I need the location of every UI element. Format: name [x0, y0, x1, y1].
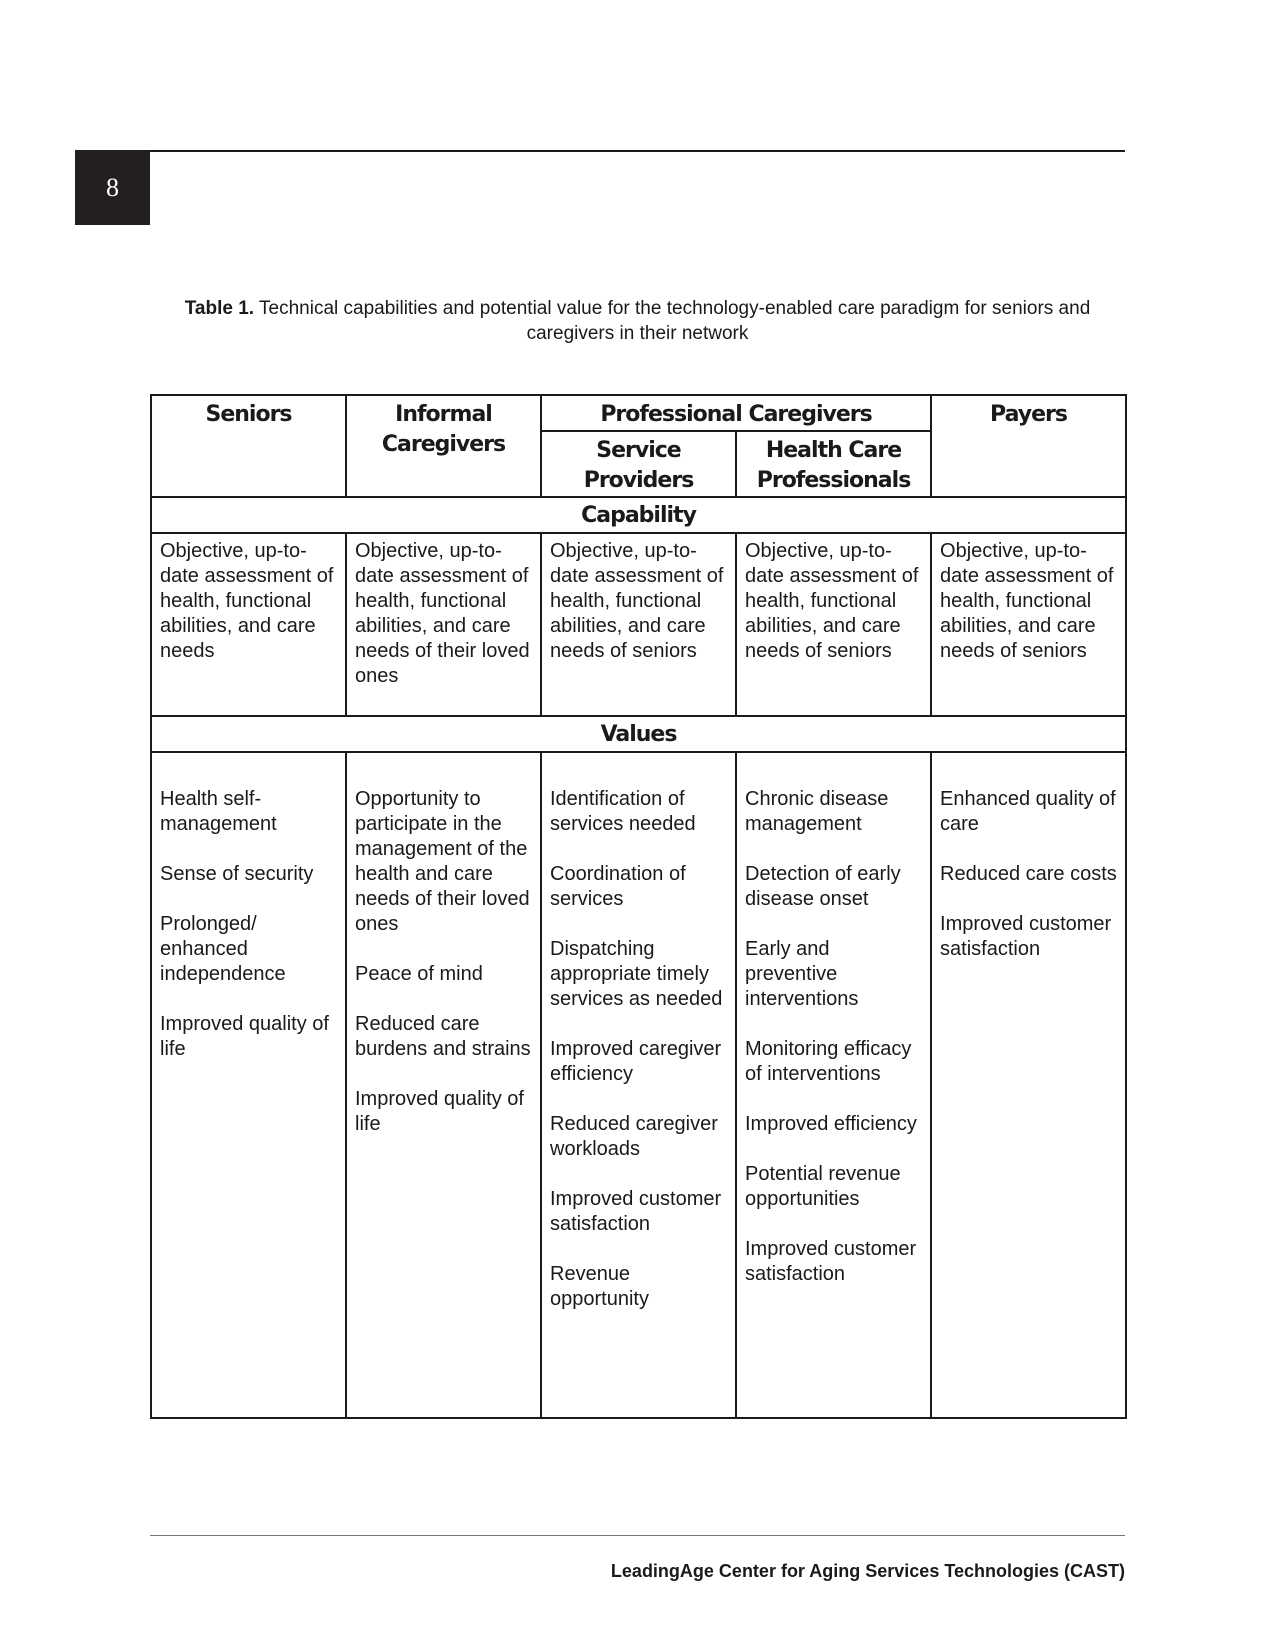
capability-cell: Objective, up-to-date assessment of health, functional abilities, and care needs of seniors [931, 533, 1126, 716]
value-item: Potential revenue opportunities [745, 1163, 901, 1210]
values-cell-seniors [151, 752, 346, 1418]
value-item: Peace of mind [355, 963, 483, 985]
header-payers [931, 395, 1126, 497]
bottom-rule [150, 1535, 1125, 1536]
value-item: Revenue opportunity [550, 1263, 649, 1310]
value-item: Improved quality of life [355, 1088, 524, 1135]
section-capability-text: Capability [581, 502, 696, 528]
section-values-text: Values [600, 721, 677, 747]
value-item: Enhanced quality of care [940, 788, 1116, 835]
value-item: Improved efficiency [745, 1113, 917, 1135]
header-health-care-professionals [736, 431, 931, 497]
section-values [151, 716, 1126, 752]
header-informal-caregivers-text: Informal Caregivers [381, 402, 506, 457]
values-cell-payers [931, 752, 1126, 1418]
capabilities-table [150, 394, 1127, 1419]
value-item: Coordination of services [550, 863, 686, 910]
value-item: Identification of services needed [550, 788, 696, 835]
value-item: Improved caregiver efficiency [550, 1038, 722, 1085]
header-professional-caregivers [541, 395, 931, 431]
value-item: Reduced care costs [940, 863, 1117, 885]
header-health-care-professionals-text: Health Care Professionals [756, 438, 911, 493]
value-item: Prolonged/ enhanced independence [160, 913, 286, 985]
caption-label: Table 1. [184, 298, 255, 319]
values-cell-informal [346, 752, 541, 1418]
value-item: Early and preventive interventions [745, 938, 859, 1010]
value-item: Opportunity to participate in the management of the health and care needs of their loved ones [355, 788, 530, 935]
value-item: Improved customer satisfaction [745, 1238, 917, 1285]
page-footer: LeadingAge Center for Aging Services Technologies (CAST) [610, 1561, 1125, 1581]
value-item: Improved customer satisfaction [550, 1188, 722, 1235]
header-seniors-text: Seniors [205, 402, 292, 427]
value-item: Reduced caregiver workloads [550, 1113, 718, 1160]
value-item: Health self-management [160, 788, 277, 835]
header-informal-caregivers [346, 395, 541, 497]
section-capability [151, 497, 1126, 533]
header-seniors [151, 395, 346, 497]
value-item: Detection of early disease onset [745, 863, 901, 910]
value-item: Dispatching appropriate timely services as needed [550, 938, 723, 1010]
header-service-providers-text: Service Providers [583, 438, 694, 493]
caption-text: Technical capabilities and potential value for the technology-enabled care paradigm for seniors and caregivers in their network [259, 298, 1091, 344]
capability-cell: Objective, up-to-date assessment of health, functional abilities, and care needs of their loved ones [346, 533, 541, 716]
header-service-providers [541, 431, 736, 497]
values-cell-service-providers [541, 752, 736, 1418]
capability-cell: Objective, up-to-date assessment of health, functional abilities, and care needs of seniors [541, 533, 736, 716]
value-item: Reduced care burdens and strains [355, 1013, 531, 1060]
value-item: Sense of security [160, 863, 314, 885]
values-cell-health-care [736, 752, 931, 1418]
value-item: Monitoring efficacy of interventions [745, 1038, 912, 1085]
value-item: Improved customer satisfaction [940, 913, 1112, 960]
capability-cell: Objective, up-to-date assessment of health, functional abilities, and care needs of seniors [736, 533, 931, 716]
value-item: Chronic disease management [745, 788, 889, 835]
capability-cell: Objective, up-to-date assessment of health, functional abilities, and care needs [151, 533, 346, 716]
value-item: Improved quality of life [160, 1013, 329, 1060]
page-number-text: 8 [106, 172, 119, 202]
header-payers-text: Payers [990, 402, 1067, 427]
header-professional-caregivers-text: Professional Caregivers [600, 402, 872, 427]
page-number [75, 150, 150, 225]
top-rule [150, 150, 1125, 152]
table-caption [150, 296, 1125, 346]
